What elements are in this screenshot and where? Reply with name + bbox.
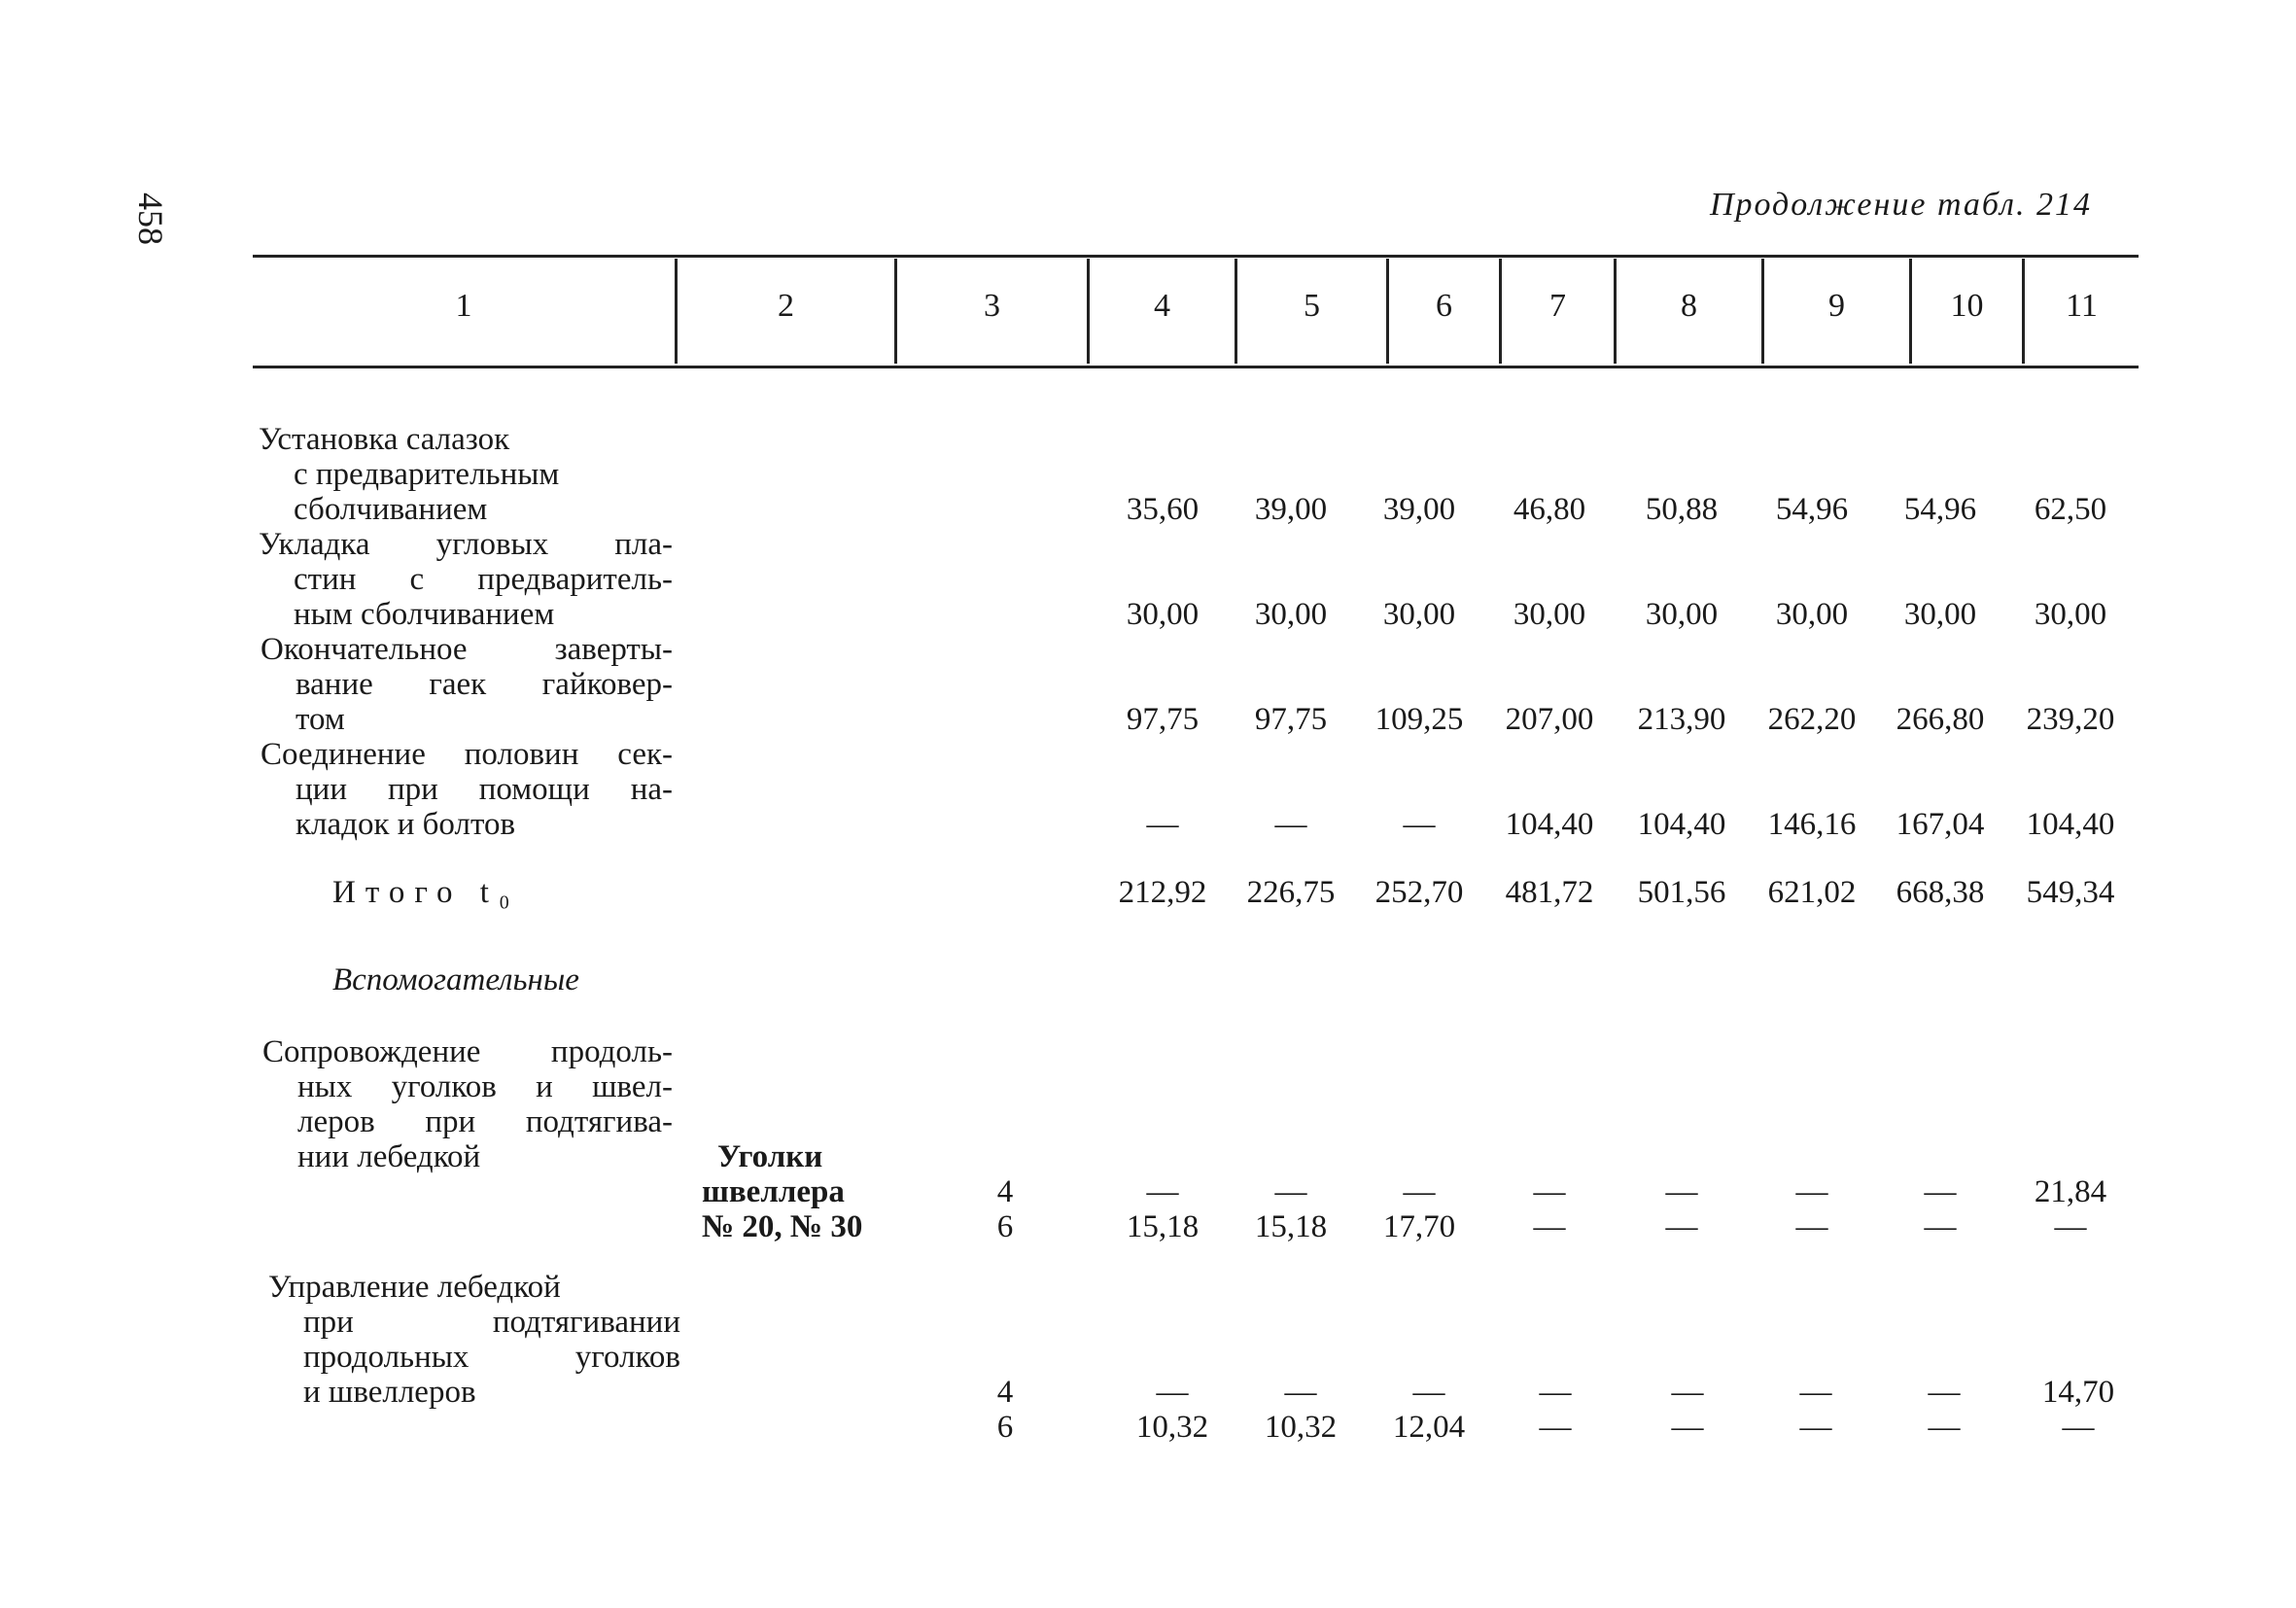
cell-value: 97,75 — [1126, 702, 1200, 737]
sub-col3: 4 — [996, 1375, 1014, 1410]
row-label: продольных уголков — [303, 1340, 680, 1375]
total-value: 226,75 — [1246, 875, 1336, 910]
cell-value: 21,84 — [2034, 1174, 2107, 1209]
sub-col3: 6 — [996, 1410, 1014, 1445]
header-bottom-rule — [253, 366, 2139, 368]
cell-value: 15,18 — [1254, 1209, 1328, 1244]
cell-value: — — [1274, 1174, 1307, 1209]
header-col-6: 6 — [1436, 288, 1452, 324]
row-label: ным сболчиванием — [294, 597, 555, 632]
row-label: стин с предваритель- — [294, 562, 673, 597]
cell-value: — — [1928, 1375, 1961, 1410]
cell-value: — — [1156, 1375, 1189, 1410]
cell-value: 10,32 — [1264, 1410, 1338, 1445]
sub-col3: 4 — [996, 1174, 1014, 1209]
profile-label: швеллера — [702, 1174, 845, 1209]
cell-value: — — [1924, 1174, 1957, 1209]
cell-value: 207,00 — [1505, 702, 1594, 737]
row-label: и швеллеров — [303, 1375, 476, 1410]
row-label: леров при подтягива- — [297, 1104, 673, 1139]
total-value: 252,70 — [1374, 875, 1464, 910]
cell-value: — — [1924, 1209, 1957, 1244]
cell-value: — — [1403, 1174, 1436, 1209]
cell-value: 104,40 — [1637, 807, 1726, 842]
cell-value: — — [1799, 1410, 1832, 1445]
row-label: том — [296, 702, 345, 737]
row-label: Окончательное заверты- — [261, 632, 673, 667]
cell-value: 30,00 — [1645, 597, 1719, 632]
cell-value: 39,00 — [1382, 492, 1456, 527]
header-col-8: 8 — [1681, 288, 1697, 324]
cell-value: 54,96 — [1903, 492, 1977, 527]
cell-value: 30,00 — [1254, 597, 1328, 632]
total-value: 668,38 — [1896, 875, 1985, 910]
cell-value: — — [1665, 1209, 1698, 1244]
cell-value: — — [1146, 807, 1179, 842]
cell-value: — — [1671, 1410, 1704, 1445]
cell-value: 54,96 — [1775, 492, 1849, 527]
cell-value: — — [1799, 1375, 1832, 1410]
total-value: 549,34 — [2026, 875, 2115, 910]
cell-value: — — [1795, 1209, 1828, 1244]
cell-value: 39,00 — [1254, 492, 1328, 527]
cell-value: 104,40 — [2026, 807, 2115, 842]
cell-value: — — [1795, 1174, 1828, 1209]
row-label: при подтягивании — [303, 1305, 680, 1340]
row-label: Укладка угловых пла- — [259, 527, 673, 562]
row-label: ных уголков и швел- — [297, 1069, 673, 1104]
cell-value: 30,00 — [1513, 597, 1586, 632]
header-col-4: 4 — [1154, 288, 1170, 324]
row-label: ции при помощи на- — [296, 772, 673, 807]
header-col-2: 2 — [778, 288, 794, 324]
cell-value: 50,88 — [1645, 492, 1719, 527]
cell-value: — — [1403, 807, 1436, 842]
cell-value: — — [1412, 1375, 1445, 1410]
cell-value: — — [1284, 1375, 1317, 1410]
profile-label: № 20, № 30 — [702, 1209, 863, 1244]
row-label: Сопровождение продоль- — [262, 1034, 673, 1069]
cell-value: — — [1146, 1174, 1179, 1209]
cell-value: 239,20 — [2026, 702, 2115, 737]
cell-value: — — [2054, 1209, 2087, 1244]
cell-value: — — [1539, 1375, 1572, 1410]
header-col-7: 7 — [1549, 288, 1566, 324]
header-col-9: 9 — [1828, 288, 1845, 324]
table-caption: Продолжение табл. 214 — [1709, 187, 2092, 223]
total-value: 501,56 — [1637, 875, 1726, 910]
cell-value: 30,00 — [1775, 597, 1849, 632]
cell-value: 46,80 — [1513, 492, 1586, 527]
cell-value: 97,75 — [1254, 702, 1328, 737]
cell-value: — — [1539, 1410, 1572, 1445]
page-number: 458 — [131, 192, 170, 245]
row-label: кладок и болтов — [296, 807, 516, 842]
total-value: 481,72 — [1505, 875, 1594, 910]
row-label: нии лебедкой — [297, 1139, 481, 1174]
cell-value: 12,04 — [1392, 1410, 1466, 1445]
cell-value: 10,32 — [1135, 1410, 1209, 1445]
total-value: 621,02 — [1767, 875, 1857, 910]
row-label: вание гаек гайковер- — [296, 667, 673, 702]
cell-value: — — [1671, 1375, 1704, 1410]
sub-col3: 6 — [996, 1209, 1014, 1244]
cell-value: 213,90 — [1637, 702, 1726, 737]
cell-value: 146,16 — [1767, 807, 1857, 842]
cell-value: 62,50 — [2034, 492, 2107, 527]
header-col-5: 5 — [1304, 288, 1320, 324]
cell-value: — — [1533, 1209, 1566, 1244]
header-col-10: 10 — [1950, 288, 1984, 324]
cell-value: — — [1665, 1174, 1698, 1209]
cell-value: 35,60 — [1126, 492, 1200, 527]
row-label: сболчиванием — [294, 492, 488, 527]
cell-value: — — [1533, 1174, 1566, 1209]
row-label: Управление лебедкой — [268, 1270, 561, 1305]
cell-value: 15,18 — [1126, 1209, 1200, 1244]
row-label: Соединение половин сек- — [261, 737, 673, 772]
cell-value: — — [1274, 807, 1307, 842]
profile-label: Уголки — [717, 1139, 823, 1174]
cell-value: 262,20 — [1767, 702, 1857, 737]
cell-value: — — [2062, 1410, 2095, 1445]
total-label: Итого t₀ — [332, 875, 520, 910]
cell-value: 167,04 — [1896, 807, 1985, 842]
cell-value: 17,70 — [1382, 1209, 1456, 1244]
cell-value: 30,00 — [1126, 597, 1200, 632]
cell-value: 266,80 — [1896, 702, 1985, 737]
cell-value: 30,00 — [1382, 597, 1456, 632]
cell-value: 104,40 — [1505, 807, 1594, 842]
row-label: с предварительным — [294, 457, 560, 492]
cell-value: 109,25 — [1374, 702, 1464, 737]
cell-value: — — [1928, 1410, 1961, 1445]
section-heading: Вспомогательные — [332, 962, 579, 997]
table-top-rule — [253, 255, 2139, 258]
header-col-11: 11 — [2066, 288, 2098, 324]
header-col-3: 3 — [984, 288, 1000, 324]
header-col-1: 1 — [455, 288, 472, 324]
row-label: Установка салазок — [259, 422, 510, 457]
cell-value: 30,00 — [2034, 597, 2107, 632]
cell-value: 30,00 — [1903, 597, 1977, 632]
cell-value: 14,70 — [2041, 1375, 2115, 1410]
total-value: 212,92 — [1118, 875, 1207, 910]
